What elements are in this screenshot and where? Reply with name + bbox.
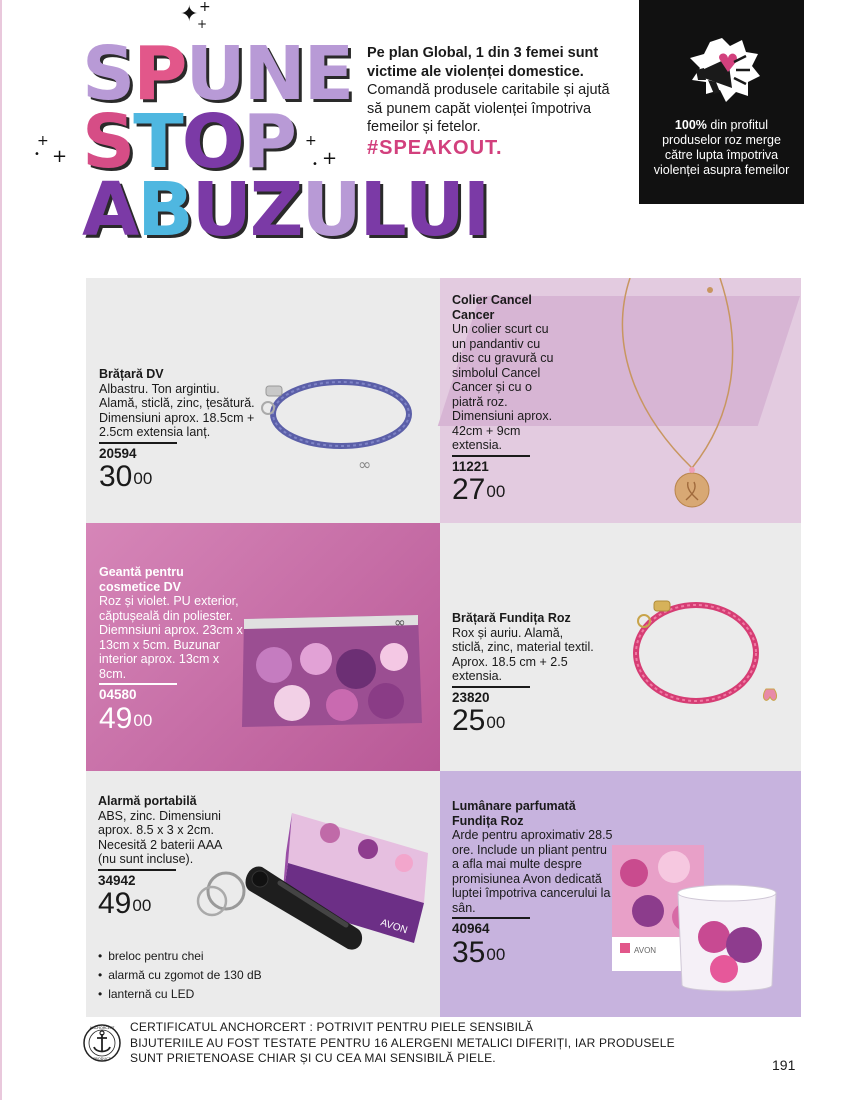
product-name: Geantă pentru cosmetice DV xyxy=(99,565,184,594)
product-description: Roz și violet. PU exterior, căptușeală din poliester. Diemnsiuni aprox. 23cm x 13cm x 5cm. Buzunar interior aprox. 13cm x 8cm. xyxy=(99,594,243,681)
product-name: Alarmă portabilă xyxy=(98,794,197,808)
cosmetics-bag-image xyxy=(238,605,424,735)
headline-line-3: ABUZULUI xyxy=(82,167,489,253)
sparkle-icon: • xyxy=(34,149,40,160)
profit-text: din profitul produselor roz merge către lupta împotriva violenței asupra femeilor xyxy=(653,118,790,177)
megaphone-icon xyxy=(682,36,762,106)
product-code: 20594 xyxy=(99,445,137,461)
sparkle-icon: + xyxy=(37,133,49,149)
product-tile-bratara-fundita-roz[interactable] xyxy=(440,523,801,771)
product-info-alarma xyxy=(98,794,238,919)
list-item: • alarmă cu zgomot de 130 dB xyxy=(98,966,262,985)
intro-bold-2: victime ale violenței domestice. xyxy=(367,63,584,80)
product-info-lumanare xyxy=(452,799,614,968)
product-price: $49^{00}$ xyxy=(98,887,152,920)
product-description: ABS, zinc. Dimensiuni aprox. 8.5 x 3 x 2cm. Necesită 2 baterii AAA (nu sunt incluse). xyxy=(98,808,222,866)
product-brand-label: AVON xyxy=(634,946,657,955)
badge-top-text: ANCHORCERT xyxy=(89,1026,115,1031)
product-code: 04580 xyxy=(99,687,137,702)
intro-bold-1: Pe plan Global, 1 din 3 femei sunt xyxy=(367,45,599,61)
campaign-intro xyxy=(367,44,617,157)
product-price: $30^{00}$ xyxy=(99,460,153,493)
footer-line-2: BIJUTERIILE AU FOST TESTATE PENTRU 16 ALERGENI METALICI DIFERIȚI, IAR PRODUSELE SUNT PRIETENOASE CHIAR ȘI CU CEA MAI SENSIBILĂ PIELE. xyxy=(130,1035,675,1065)
profit-percent: 100% xyxy=(674,118,707,132)
divider xyxy=(452,455,530,457)
necklace-image xyxy=(590,278,790,518)
footer-line-1: CERTIFICATUL ANCHORCERT : POTRIVIT PENTRU PIELE SENSIBILĂ xyxy=(130,1020,534,1034)
headline-line-2: STOP xyxy=(82,99,295,185)
anchorcert-badge-icon xyxy=(82,1023,122,1063)
certification-footer xyxy=(130,1020,710,1067)
product-brand-label: AVON xyxy=(379,917,409,937)
intro-text: Comandă produsele caritabile și ajută să punem capăt violenței împotriva femeilor și fetelor. xyxy=(367,82,610,135)
product-description: Albastru. Ton argintiu. Alamă, sticlă, zinc, țesătură. Dimensiuni aprox. 18.5cm + 2.5cm extensia lanț. xyxy=(99,381,255,439)
product-description: Arde pentru aproximativ 28.5 ore. Include un pliant pentru a afla mai multe despre promisiunea Avon dedicată luptei împotriva cancerului la sân. xyxy=(452,828,613,915)
page-number: 191 xyxy=(772,1057,796,1073)
list-item: • breloc pentru chei xyxy=(98,947,262,966)
sparkle-icon: + xyxy=(305,133,317,149)
sparkle-icon: + xyxy=(52,146,68,167)
product-price: $35^{00}$ xyxy=(452,935,506,969)
sparkle-icon: + xyxy=(322,148,338,169)
product-info-geanta xyxy=(99,565,244,734)
product-price: $25^{00}$ xyxy=(452,704,506,737)
product-description: Un colier scurt cu un pandantiv cu disc cu gravură cu simbolul Cancel Cancer și cu o piatră roz. Dimensiuni aprox. 42cm + 9cm extensia. xyxy=(452,322,554,452)
product-info-bratara-dv xyxy=(99,367,259,492)
product-code: 40964 xyxy=(452,921,490,936)
pink-ribbon-icon xyxy=(620,943,630,953)
list-item: • lanternă cu LED xyxy=(98,985,262,1004)
divider xyxy=(452,686,530,688)
sparkle-icon: + xyxy=(199,0,211,15)
sparkle-icon: ✦ xyxy=(180,2,199,27)
product-code: 11221 xyxy=(452,458,489,474)
sparkle-icon: + xyxy=(197,17,208,31)
alarm-feature-list xyxy=(98,947,262,1004)
badge-bottom-text: PRODUCT xyxy=(93,1057,111,1061)
product-tile-lumanare-parfumata[interactable] xyxy=(440,771,801,1017)
pink-bracelet-image xyxy=(618,593,788,723)
headline-line-1: SPUNE xyxy=(82,31,353,117)
product-code: 34942 xyxy=(98,872,136,888)
product-tile-geanta-cosmetice[interactable] xyxy=(86,523,440,771)
divider xyxy=(99,683,177,685)
svg-text:∞: ∞ xyxy=(394,615,406,631)
sparkle-icon: • xyxy=(312,159,318,170)
product-name: Colier Cancel Cancer xyxy=(452,293,532,322)
product-tile-bratara-dv[interactable] xyxy=(86,278,440,523)
divider xyxy=(99,442,177,444)
divider xyxy=(452,917,530,919)
product-description: Rox și auriu. Alamă, sticlă, zinc, material textil. Aprox. 18.5 cm + 2.5 extensia. xyxy=(452,625,594,683)
svg-text:∞: ∞ xyxy=(358,455,372,474)
divider xyxy=(98,869,176,871)
blue-bracelet-image xyxy=(246,366,421,496)
product-info-colier xyxy=(452,293,562,505)
scented-candle-image xyxy=(608,841,793,1001)
speakout-hashtag: #SPEAKOUT. xyxy=(367,136,503,159)
page-edge-stripe xyxy=(0,0,2,1100)
product-code: 23820 xyxy=(452,689,490,705)
product-name: Brățară Fundița Roz xyxy=(452,611,571,625)
product-price: $49^{00}$ xyxy=(99,701,153,735)
product-name: Brățară DV xyxy=(99,367,164,381)
product-tile-colier-cancel-cancer[interactable] xyxy=(440,278,801,523)
product-price: $27^{00}$ xyxy=(452,473,506,506)
product-name: Lumânare parfumată Fundița Roz xyxy=(452,799,576,828)
product-info-bratara-roz xyxy=(452,611,597,736)
